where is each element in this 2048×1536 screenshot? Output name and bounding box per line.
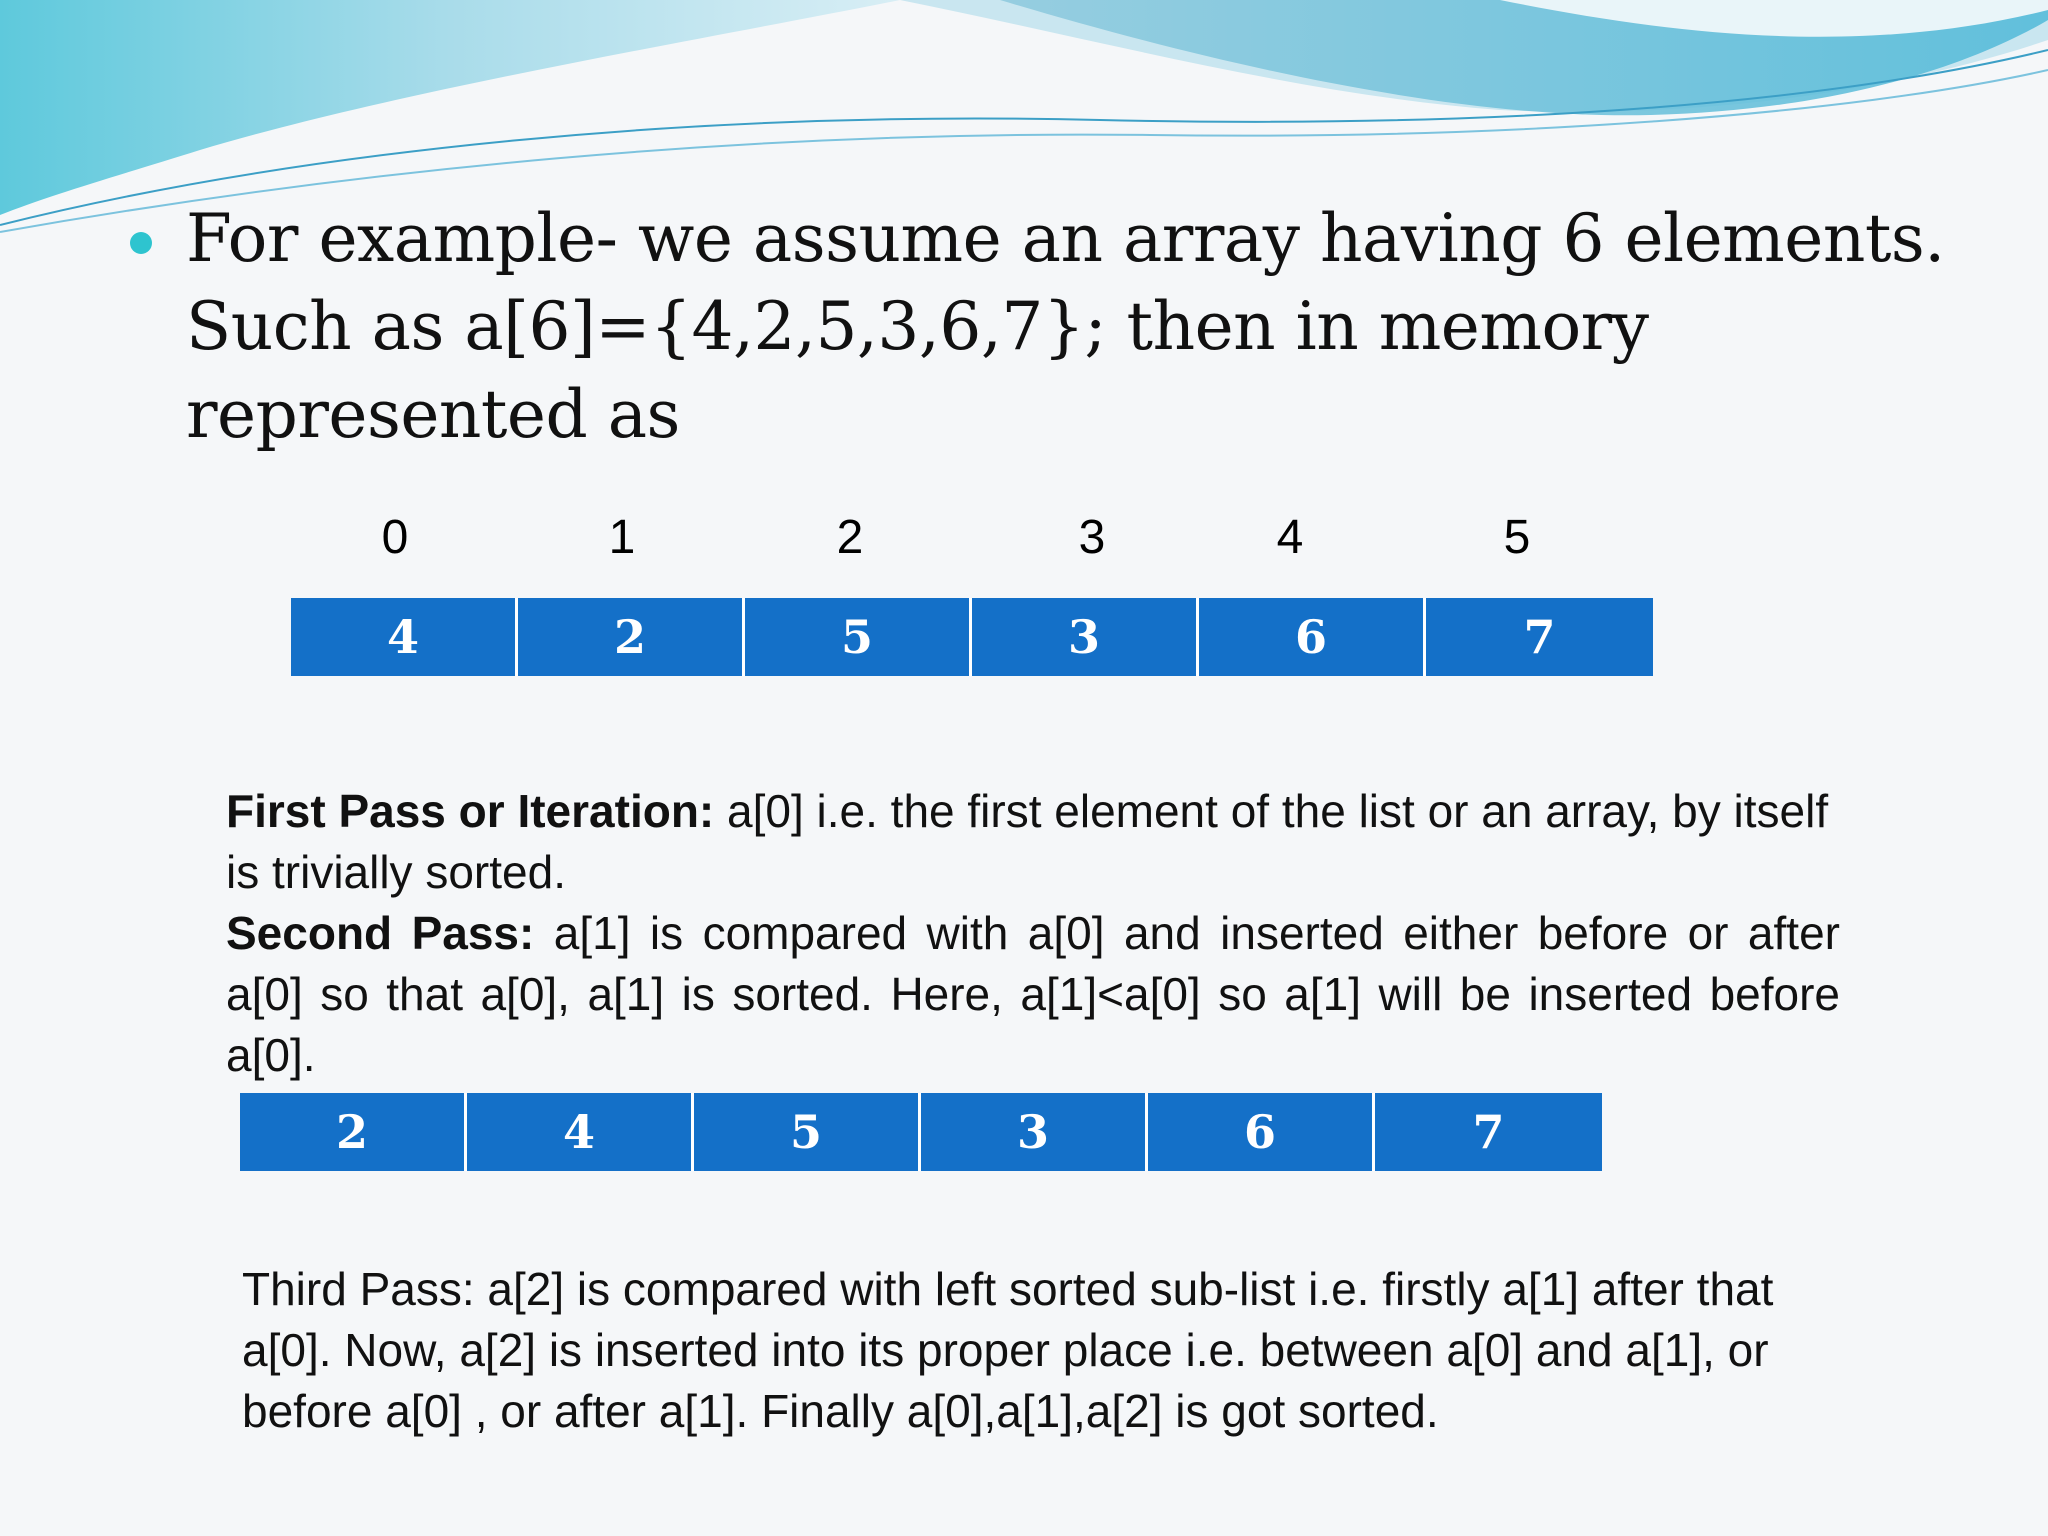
- array-cell: 6: [1199, 598, 1426, 676]
- second-pass-label: Second Pass:: [226, 907, 535, 959]
- second-pass-text: a[1] is compared with a[0] and inserted either before or after a[0] so that a[0], a[1] is sorted. Here, a[1]<a[0] so a[1] will be inserted before a[0].: [226, 907, 1840, 1081]
- array-cell: 7: [1426, 598, 1653, 676]
- index-label-3: 3: [1078, 511, 1106, 564]
- index-label-2: 2: [836, 511, 864, 564]
- bullet-text: For example- we assume an array having 6 elements. Such as a[6]={4,2,5,3,6,7}; then in memory represented as: [186, 200, 1945, 453]
- array-cell: 3: [921, 1093, 1148, 1171]
- index-label-0: 0: [381, 511, 409, 564]
- array-cell: 5: [745, 598, 972, 676]
- first-pass-text: a[0] i.e. the first element of the list or an array, by itself is trivially sorted.: [226, 785, 1829, 898]
- array-cell: 7: [1375, 1093, 1602, 1171]
- third-pass-paragraph: Third Pass: a[2] is compared with left sorted sub-list i.e. firstly a[1] after that a[0]. Now, a[2] is inserted into its proper place i.e. between a[0] and a[1], or before a[0] , or after a[1]. Finally a[0],a[1],a[2] is got sorted.: [242, 1263, 1774, 1437]
- index-label-1: 1: [608, 511, 636, 564]
- array-cell: 6: [1148, 1093, 1375, 1171]
- array-cell: 3: [972, 598, 1199, 676]
- first-pass-label: First Pass or Iteration:: [226, 785, 715, 837]
- second-pass-array: [240, 1093, 1602, 1171]
- array-cell: 5: [694, 1093, 921, 1171]
- second-pass-paragraph: [226, 903, 1840, 1086]
- initial-array: [291, 598, 1653, 676]
- array-cell: 4: [291, 598, 518, 676]
- index-label-5: 5: [1503, 511, 1531, 564]
- index-label-4: 4: [1276, 511, 1304, 564]
- array-cell: 2: [240, 1093, 467, 1171]
- example-bullet: [130, 195, 1950, 459]
- array-cell: 4: [467, 1093, 694, 1171]
- first-pass-paragraph: [226, 781, 1840, 903]
- array-cell: 2: [518, 598, 745, 676]
- bullet-dot-icon: [130, 232, 152, 254]
